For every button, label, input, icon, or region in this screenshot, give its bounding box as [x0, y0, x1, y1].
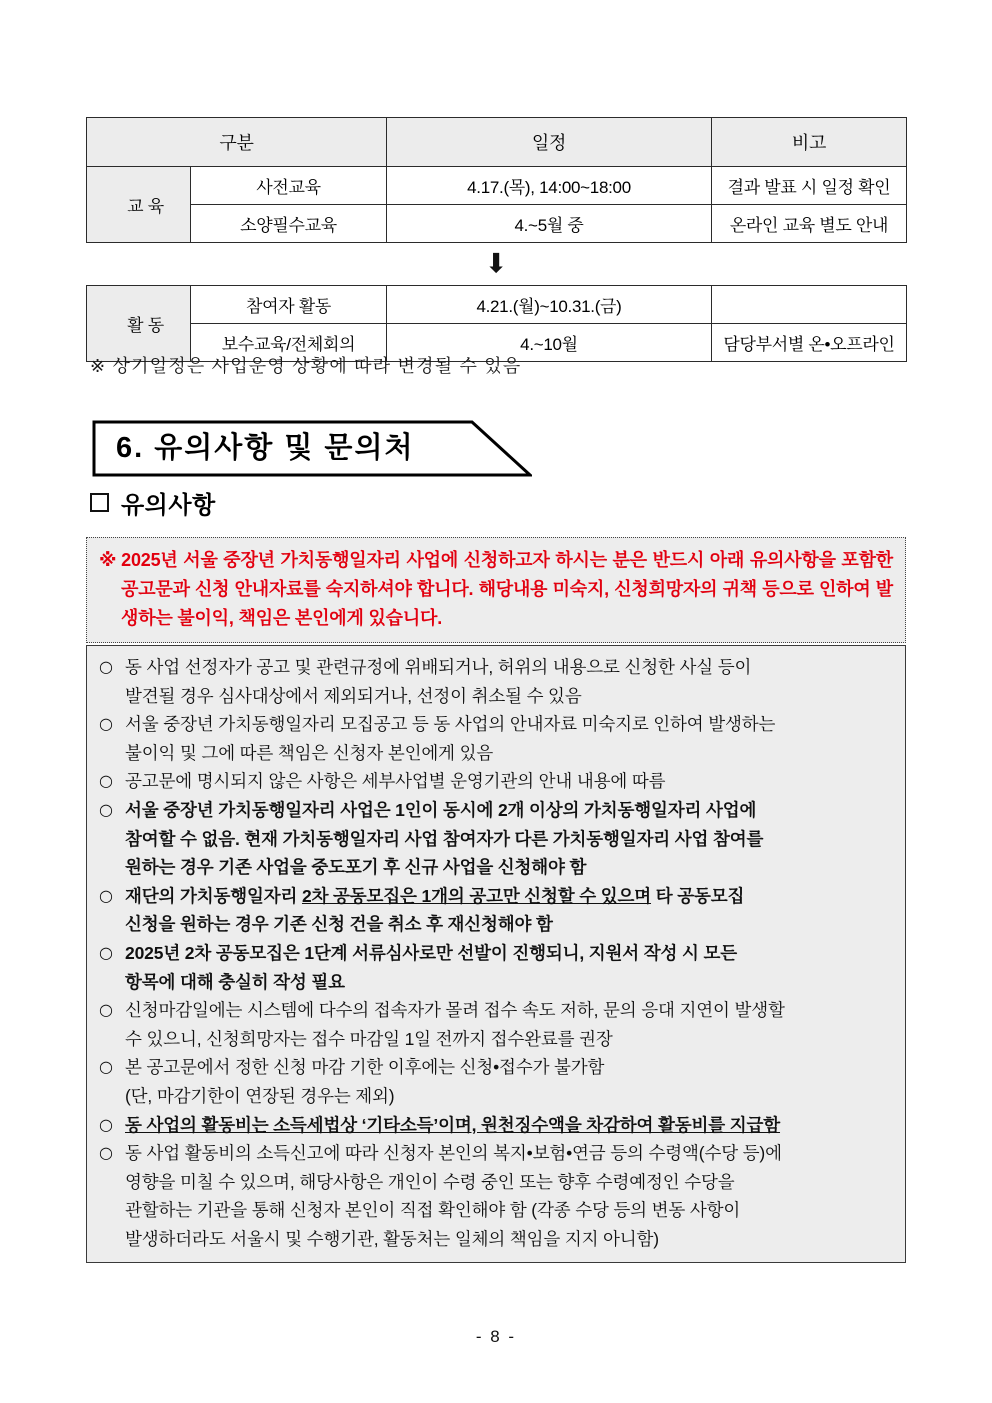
row-remark: 온라인 교육 별도 안내 [712, 205, 907, 243]
notice-text-underlined: 2차 공동모집은 1개의 공고만 신청할 수 있으며 [301, 885, 652, 906]
red-warning-box [86, 537, 906, 643]
notice-list-item-continuation [99, 1168, 895, 1197]
row-remark [712, 286, 907, 324]
notice-list-item-continuation [99, 825, 895, 854]
table-row [87, 205, 907, 243]
notice-text: 본 공고문에서 정한 신청 마감 기한 이후에는 신청•접수가 불가함 [125, 1057, 605, 1078]
row-date: 4.~10월 [387, 324, 712, 362]
column-header-schedule: 일정 [387, 118, 712, 167]
activity-schedule-table [86, 285, 907, 362]
down-arrow-icon: ⬇ [484, 248, 508, 280]
bullet-marker-icon: ○ [99, 1114, 113, 1134]
column-header-category: 구분 [87, 118, 387, 167]
notice-list-item-continuation [99, 739, 895, 768]
table-header-row [87, 118, 907, 167]
notice-text: 서울 중장년 가치동행일자리 사업은 1인이 동시에 2개 이상의 가치동행일자리 사업에 [125, 799, 757, 820]
notice-list-item-continuation [99, 910, 895, 939]
notice-list-item [99, 1053, 895, 1082]
education-schedule-table [86, 117, 907, 243]
row-name: 참여자 활동 [191, 286, 387, 324]
notice-list-item-continuation [99, 1225, 895, 1254]
table-row [87, 286, 907, 324]
subsection-heading [90, 485, 216, 520]
notice-text: 동 사업 선정자가 공고 및 관련규정에 위배되거나, 허위의 내용으로 신청한 사실 등이 [125, 657, 752, 677]
notice-list-item-continuation [99, 1082, 895, 1111]
notice-list-item [99, 996, 895, 1025]
notice-list-item [99, 767, 895, 796]
bullet-marker-icon: ○ [99, 1057, 113, 1077]
notice-text: 타 공동모집 [651, 885, 745, 906]
bullet-marker-icon: ○ [99, 799, 113, 819]
page-number: - 8 - [475, 1327, 517, 1346]
table-row [87, 167, 907, 205]
notice-list-item [99, 1139, 895, 1168]
row-date: 4.21.(월)~10.31.(금) [387, 286, 712, 324]
notice-text: 발생하더라도 서울시 및 수행기관, 활동처는 일체의 책임을 지지 아니함) [125, 1228, 659, 1249]
schedule-section [86, 117, 906, 362]
notice-text: (단, 마감기한이 연장된 경우는 제외) [125, 1085, 395, 1106]
group-label-activity: 활 동 [87, 286, 191, 362]
notice-text: 동 사업 활동비의 소득신고에 따라 신청자 본인의 복지•보험•연금 등의 수령액(수당 등)에 [125, 1143, 782, 1164]
bullet-marker-icon: ○ [99, 1143, 113, 1163]
subsection-label: 유의사항 [121, 492, 216, 519]
row-remark: 담당부서별 온•오프라인 [712, 324, 907, 362]
bullet-marker-icon: ○ [99, 714, 113, 734]
asterisk-mark-icon: ※ [99, 550, 118, 570]
row-name: 보수교육/전체회의 [191, 324, 387, 362]
section-banner [92, 420, 532, 477]
notice-list-item-continuation [99, 968, 895, 997]
row-date: 4.17.(목), 14:00~18:00 [387, 167, 712, 205]
notice-list-item-continuation [99, 1025, 895, 1054]
notice-text: 발견될 경우 심사대상에서 제외되거나, 선정이 취소될 수 있음 [125, 685, 582, 706]
notice-list-item [99, 1111, 895, 1140]
notice-list-item [99, 796, 895, 825]
notice-text: 수 있으니, 신청희망자는 접수 마감일 1일 전까지 접수완료를 권장 [125, 1028, 613, 1049]
bullet-marker-icon: ○ [99, 942, 113, 962]
notice-text: 항목에 대해 충실히 작성 필요 [125, 971, 345, 992]
notice-list-item [99, 939, 895, 968]
notice-list-item [99, 653, 895, 682]
schedule-note: ※ 상기일정은 사업운영 상황에 따라 변경될 수 있음 [90, 356, 522, 376]
column-header-remark: 비고 [712, 118, 907, 167]
notice-list-item-continuation [99, 853, 895, 882]
row-remark: 결과 발표 시 일정 확인 [712, 167, 907, 205]
red-warning-body: 2025년 서울 중장년 가치동행일자리 사업에 신청하고자 하시는 분은 반드시 아래 유의사항을 포함한 공고문과 신청 안내자료를 숙지하셔야 합니다. 해당내용 미숙지, 신청희망자의 귀책 등으로 인하여 발생하는 불이익, 책임은 본인에게 있습니다. [121, 550, 893, 628]
bullet-marker-icon: ○ [99, 1000, 113, 1020]
notice-text: 원하는 경우 기존 사업을 중도포기 후 신규 사업을 신청해야 함 [125, 857, 587, 878]
notice-text: 영향을 미칠 수 있으며, 해당사항은 개인이 수령 중인 또는 향후 수령예정인 수당을 [125, 1171, 735, 1192]
notice-text: 관할하는 기관을 통해 신청자 본인이 직접 확인해야 함 (각종 수당 등의 변동 사항이 [125, 1200, 741, 1221]
row-name: 소양필수교육 [191, 205, 387, 243]
bullet-marker-icon: ○ [99, 657, 113, 676]
notice-text: 서울 중장년 가치동행일자리 모집공고 등 동 사업의 안내자료 미숙지로 인하여 발생하는 [125, 714, 776, 735]
notice-list-item [99, 710, 895, 739]
row-name: 사전교육 [191, 167, 387, 205]
bullet-marker-icon: ○ [99, 885, 113, 905]
notice-text: 불이익 및 그에 따른 책임은 신청자 본인에게 있음 [125, 742, 494, 763]
notice-list-item-continuation [99, 1196, 895, 1225]
notice-text: 신청마감일에는 시스템에 다수의 접속자가 몰려 접수 속도 저하, 문의 응대 지연이 발생할 [125, 1000, 785, 1021]
notice-text: 신청을 원하는 경우 기존 신청 건을 취소 후 재신청해야 함 [125, 914, 553, 935]
notice-text: 2025년 2차 공동모집은 1단계 서류심사로만 선발이 진행되니, 지원서 작성 시 모든 [125, 942, 737, 963]
notice-text-underlined: 동 사업의 활동비는 소득세법상 ‘기타소득’이며, 원천징수액을 차감하여 활동비를 지급함 [125, 1114, 781, 1135]
row-date: 4.~5월 중 [387, 205, 712, 243]
notice-list-item-continuation [99, 682, 895, 711]
group-label-education: 교 육 [87, 167, 191, 243]
red-warning-text [99, 546, 893, 633]
notice-list-box [86, 645, 906, 1263]
checkbox-icon [90, 493, 109, 512]
flow-arrow-row [86, 243, 906, 285]
notice-text: 공고문에 명시되지 않은 사항은 세부사업별 운영기관의 안내 내용에 따름 [125, 771, 666, 792]
notice-list-item [99, 882, 895, 911]
section-title: 6. 유의사항 및 문의처 [116, 432, 415, 464]
notice-text: 재단의 가치동행일자리 [125, 885, 302, 906]
notice-text: 참여할 수 없음. 현재 가치동행일자리 사업 참여자가 다른 가치동행일자리 사업 참여를 [125, 828, 764, 849]
bullet-marker-icon: ○ [99, 771, 113, 791]
